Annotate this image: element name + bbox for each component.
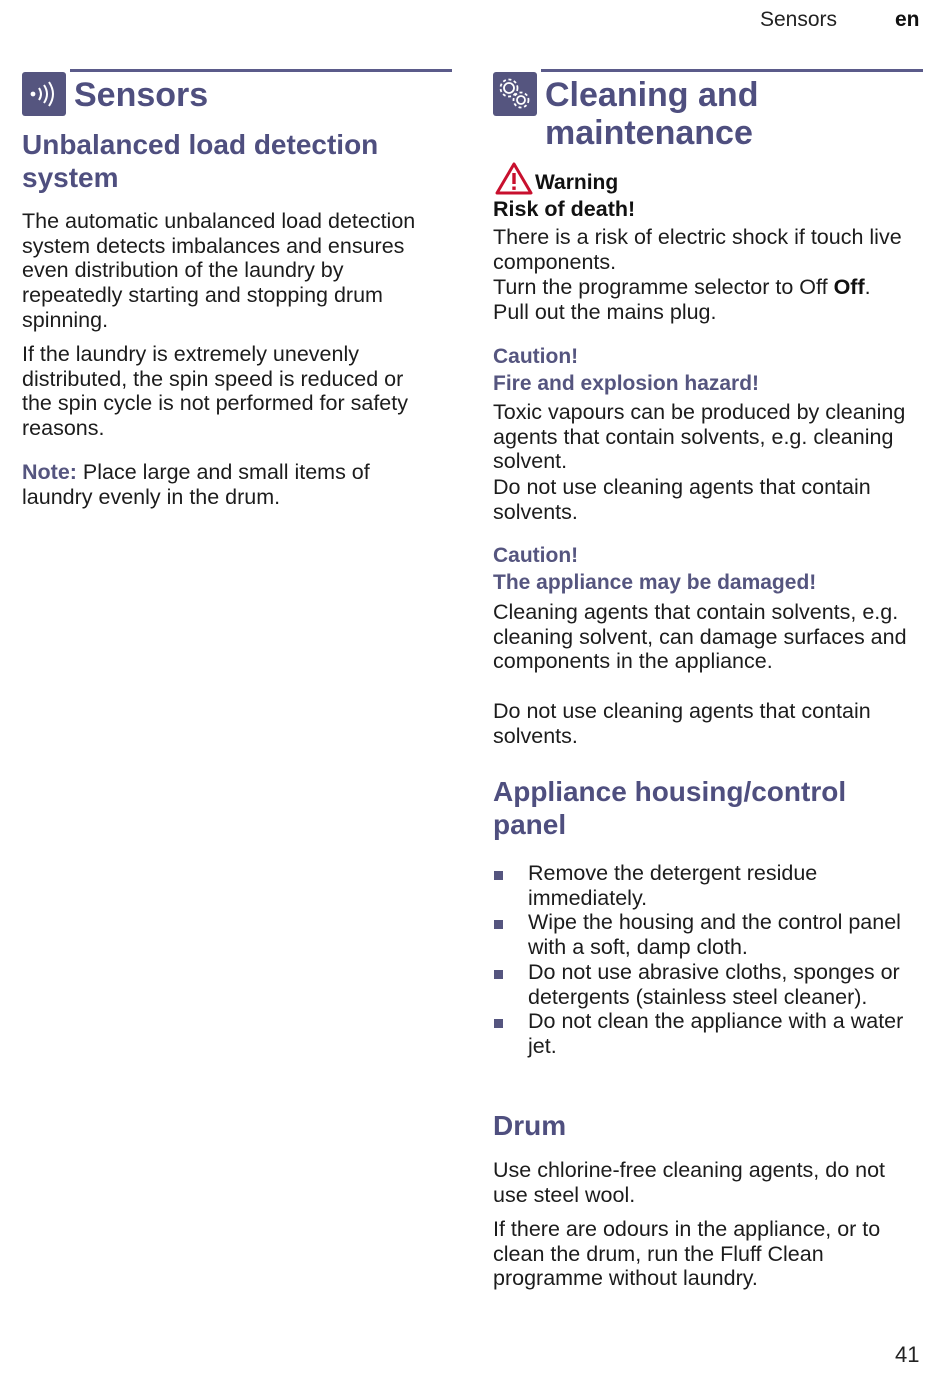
- note-label: Note:: [22, 460, 77, 484]
- sensor-waves-icon: [22, 72, 66, 116]
- caution-label-fire: Caution!: [493, 345, 579, 368]
- chapter-title-cleaning: Cleaning and maintenance: [545, 76, 759, 152]
- drum-paragraph-agents: Use chlorine-free cleaning agents, do not use steel wool.: [493, 1158, 886, 1207]
- warning-selector-text: Turn the programme selector to Off: [493, 275, 834, 299]
- chapter-title-sensors: Sensors: [74, 76, 209, 114]
- caution-fire-text-instruction: Do not use cleaning agents that contain solvents.: [493, 475, 871, 524]
- square-bullet-icon: [494, 1019, 503, 1028]
- caution-title-fire: Fire and explosion hazard!: [493, 372, 760, 395]
- list-item-text: Do not use abrasive cloths, sponges or detergents (stainless steel cleaner).: [528, 959, 900, 1009]
- note-text: Place large and small items of laundry evenly in the drum.: [22, 460, 370, 509]
- list-item-text: Remove the detergent residue immediately.: [528, 861, 818, 910]
- chapter-rule-right: [541, 69, 923, 72]
- off-label: Off: [833, 275, 865, 299]
- list-item: [493, 861, 923, 910]
- section-heading-drum: Drum: [493, 1110, 567, 1141]
- list-item: [493, 960, 923, 1009]
- warning-text-selector: [493, 275, 923, 300]
- list-item-text: Do not clean the appliance with a water jet.: [528, 1009, 904, 1058]
- caution-damage-text-agents: Cleaning agents that contain solvents, e.g. cleaning solvent, can damage surfaces and components in the appliance.: [493, 600, 907, 674]
- square-bullet-icon: [494, 920, 503, 929]
- section-heading-unbalanced-load: Unbalanced load detection system: [22, 129, 379, 193]
- paragraph-uneven-distribution: If the laundry is extremely unevenly distributed, the spin speed is reduced or the spin cycle is not performed for safety reasons.: [22, 342, 408, 441]
- list-item-text: Wipe the housing and the control panel with a soft, damp cloth.: [528, 910, 901, 960]
- running-header-section: Sensors: [760, 8, 838, 31]
- drum-paragraph-fluff-clean: If there are odours in the appliance, or to clean the drum, run the Fluff Clean programme without laundry.: [493, 1217, 881, 1291]
- warning-text-plug: Pull out the mains plug.: [493, 300, 717, 324]
- gears-icon: [493, 72, 537, 116]
- section-heading-housing: Appliance housing/control panel: [493, 776, 847, 840]
- paragraph-detection-description: The automatic unbalanced load detection system detects imbalances and ensures even distribution of the laundry by repeatedly starting and stopping drum spinning.: [22, 209, 416, 332]
- square-bullet-icon: [494, 970, 503, 979]
- square-bullet-icon: [494, 871, 503, 880]
- warning-label: Warning: [535, 171, 619, 194]
- warning-triangle-icon: [495, 162, 533, 195]
- note-paragraph: [22, 460, 437, 509]
- chapter-rule-left: [70, 69, 452, 72]
- housing-bullet-list: [493, 861, 923, 1059]
- warning-selector-end: .: [864, 275, 871, 299]
- caution-damage-text-instruction: Do not use cleaning agents that contain solvents.: [493, 699, 871, 748]
- warning-text-shock: There is a risk of electric shock if touch live components.: [493, 225, 902, 274]
- caution-title-damage: The appliance may be damaged!: [493, 571, 817, 594]
- caution-label-damage: Caution!: [493, 544, 579, 567]
- list-item: [493, 910, 923, 959]
- caution-fire-text-vapours: Toxic vapours can be produced by cleaning agents that contain solvents, e.g. cleaning solvent.: [493, 400, 906, 474]
- list-item: [493, 1009, 923, 1058]
- warning-title: Risk of death!: [493, 197, 636, 221]
- page-number: 41: [895, 1342, 920, 1367]
- running-header-language: en: [895, 8, 920, 31]
